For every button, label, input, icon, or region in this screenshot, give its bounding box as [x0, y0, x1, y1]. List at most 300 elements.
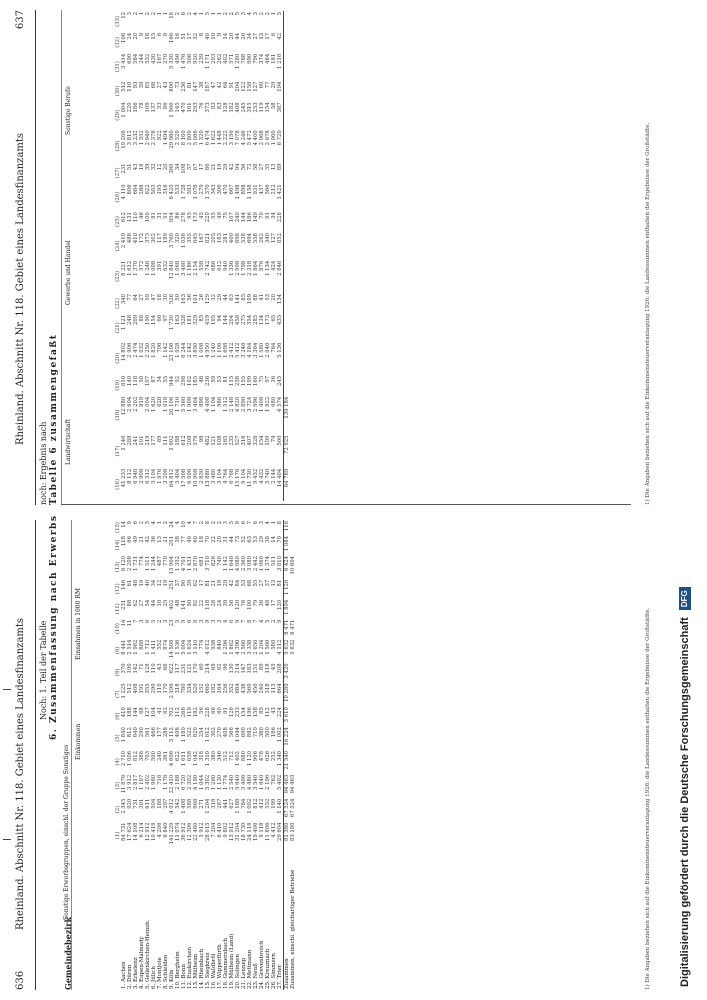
- table-cell: 2: [259, 12, 265, 16]
- row-label: 25. Kreuznach: [265, 948, 271, 989]
- table-cell: 1 186: [187, 260, 193, 276]
- table-cell: 90: [181, 579, 187, 587]
- table-cell: 92: [193, 599, 199, 607]
- table-cell: 301: [139, 798, 145, 809]
- table-cell: 1 246: [145, 260, 151, 276]
- table-cell: 920: [193, 53, 199, 64]
- table-cell: 53: [157, 102, 163, 110]
- table-cell: 1 336: [229, 260, 235, 276]
- table-cell: 5 302: [205, 774, 211, 790]
- table-cell: 2 208: [127, 555, 133, 572]
- table-cell: 64: [223, 81, 229, 89]
- table-cell: 4: [223, 619, 229, 624]
- row-label: 5. Geilenkirchen-Heinsb.: [145, 919, 151, 989]
- table-cell: 158: [253, 707, 259, 718]
- table-cell: 1 352: [175, 555, 181, 572]
- column-group-heading: Landwirtschaft: [65, 418, 72, 465]
- banner-text-box: [670, 0, 700, 995]
- table-cell: 29: [217, 294, 223, 301]
- table-cell: 297: [163, 798, 169, 809]
- table-cell: 898: [241, 184, 247, 195]
- table-cell: 87: [151, 375, 157, 383]
- table-cell: 3 364: [253, 342, 259, 358]
- table-cell: 3 912: [127, 774, 133, 790]
- table-cell: 128: [145, 663, 151, 674]
- table-cell: 898: [199, 396, 205, 407]
- table-cell: 1 076: [193, 184, 199, 200]
- table-cell: 119: [259, 102, 265, 113]
- table-cell: 2: [265, 12, 271, 16]
- table-cell: 31 204: [235, 822, 241, 842]
- table-cell: 20: [163, 163, 169, 171]
- grand-total-cell: [290, 662, 296, 682]
- table-cell: 22 410: [169, 774, 175, 794]
- table-cell: 188: [127, 707, 133, 718]
- table-cell: 3: [217, 619, 223, 624]
- table-cell: 812: [127, 727, 133, 738]
- column-number: (8): [115, 668, 121, 677]
- table-cell: 302: [151, 232, 157, 244]
- table-cell: 370: [121, 663, 127, 674]
- table-cell: 19 206: [121, 130, 127, 149]
- table-cell: 48: [265, 599, 271, 607]
- table-cell: 134: [259, 314, 265, 325]
- table-cell: 318: [199, 750, 205, 762]
- table-cell: 41: [259, 294, 265, 301]
- table-cell: 9 104: [241, 468, 247, 484]
- table-cell: 1 044: [235, 727, 241, 743]
- column-number: (30): [115, 85, 121, 97]
- row-label: 20. Solingen: [235, 954, 241, 989]
- total-cell: 21 540: [284, 750, 291, 774]
- grand-total-cell: [290, 535, 296, 555]
- table-cell: 17: [199, 579, 205, 587]
- row-label: 27. Trier: [277, 964, 283, 989]
- table-cell: 6 410: [217, 822, 223, 838]
- table-cell: 10 908: [193, 468, 199, 488]
- table-cell: 127: [253, 81, 259, 92]
- table-cell: 3 890: [193, 342, 199, 358]
- table-cell: 880: [241, 750, 247, 762]
- total-cell: [284, 342, 291, 375]
- table-cell: 38: [175, 536, 181, 543]
- table-cell: 11 876: [121, 774, 127, 794]
- table-cell: 55: [211, 212, 217, 219]
- table-cell: 640: [133, 727, 139, 738]
- table-cell: 56: [199, 707, 205, 714]
- table-cell: 2 250: [145, 342, 151, 358]
- table-cell: 438: [241, 683, 247, 694]
- table-cell: 173: [265, 314, 271, 325]
- table-cell: 128: [223, 102, 229, 113]
- table-cell: 1 862: [229, 639, 235, 655]
- table-cell: 4 574: [277, 396, 283, 412]
- table-cell: 316: [241, 435, 247, 446]
- row-label: 6. Jülich: [151, 966, 157, 989]
- table-cell: 470: [181, 102, 187, 113]
- table-cell: 1 494: [163, 130, 169, 146]
- column-number: (31): [115, 61, 121, 73]
- total-cell: [284, 232, 291, 260]
- table-cell: 3 414: [121, 53, 127, 69]
- table-cell: 1: [139, 12, 145, 16]
- table-cell: 76: [199, 102, 205, 110]
- table-cell: 1 142: [163, 342, 169, 358]
- table-cell: 2: [223, 12, 229, 16]
- table-cell: 14 508: [169, 639, 175, 659]
- total-cell: 72 925: [284, 434, 291, 467]
- column-number: (26): [115, 191, 121, 203]
- table-cell: 4: [259, 619, 265, 624]
- table-cell: 812: [133, 750, 139, 762]
- table-cell: 29: [223, 579, 229, 587]
- table-cell: 820: [193, 727, 199, 738]
- table-cell: 12 912: [145, 822, 151, 842]
- table-cell: 1 498: [235, 184, 241, 200]
- table-cell: 36: [259, 599, 265, 607]
- table-cell: 1 006: [127, 750, 133, 767]
- table-cell: 146: [121, 579, 127, 590]
- table-cell: 1 130: [217, 774, 223, 790]
- table-cell: 14: [223, 32, 229, 40]
- table-cell: 14: [121, 521, 127, 528]
- table-cell: 2 742: [205, 260, 211, 276]
- table-cell: 145: [175, 102, 181, 113]
- table-cell: 2 188: [175, 774, 181, 790]
- column-number: (19): [115, 379, 121, 391]
- table-cell: 141: [235, 294, 241, 305]
- table-cell: 9: [181, 619, 187, 624]
- table-cell: 571: [229, 53, 235, 64]
- table-cell: 214: [235, 663, 241, 674]
- table-cell: 774: [139, 555, 145, 567]
- table-cell: 645: [193, 232, 199, 244]
- table-cell: 3 104: [217, 468, 223, 484]
- table-cell: 764: [271, 342, 277, 353]
- table-cell: 408: [235, 102, 241, 113]
- table-cell: 117: [175, 663, 181, 674]
- table-cell: 852: [277, 232, 283, 244]
- table-cell: 108: [181, 163, 187, 174]
- table-rule: [61, 10, 62, 505]
- table-cell: 46: [139, 212, 145, 219]
- table-cell: 622: [145, 184, 151, 195]
- table-cell: 1 246: [121, 435, 127, 451]
- table-cell: 3: [241, 12, 247, 16]
- table-cell: 6 840: [163, 822, 169, 838]
- table-cell: 110: [157, 683, 163, 694]
- table-cell: 1 560: [265, 639, 271, 655]
- table-cell: 4: [193, 12, 199, 16]
- right-page-header: [15, 10, 31, 505]
- table-cell: 121: [187, 663, 193, 674]
- table-cell: 3: [163, 619, 169, 624]
- table-cell: 119: [187, 707, 193, 718]
- table-cell: 1 004: [121, 102, 127, 118]
- table-cell: 79: [253, 599, 259, 607]
- table-cell: 224: [277, 707, 283, 718]
- table-cell: 1 421: [277, 184, 283, 200]
- column-number: (33): [115, 16, 121, 27]
- table-cell: 1 798: [241, 260, 247, 276]
- column-number: (10): [115, 623, 121, 635]
- table-cell: 355: [145, 683, 151, 694]
- table-cell: 48: [175, 599, 181, 607]
- table-cell: 11: [127, 619, 133, 627]
- table-cell: 1 730: [169, 314, 175, 331]
- table-cell: 40: [145, 579, 151, 587]
- table-cell: 1 908: [187, 396, 193, 412]
- table-cell: 14 802: [121, 342, 127, 362]
- table-cell: 42: [145, 536, 151, 543]
- table-cell: 522: [187, 727, 193, 738]
- table-cell: 1 032: [139, 342, 145, 358]
- table-cell: 373: [145, 232, 151, 244]
- table-cell: 73: [235, 536, 241, 543]
- row-label: 3. Erkelenz: [133, 957, 139, 989]
- table-cell: 2 154: [193, 260, 199, 276]
- column-number: (22): [115, 298, 121, 309]
- table-cell: 920: [127, 798, 133, 809]
- table-cell: 64: [133, 294, 139, 301]
- table-cell: 83: [217, 102, 223, 110]
- table-cell: 231: [121, 599, 127, 610]
- table-cell: 9 432: [253, 468, 259, 484]
- table-cell: 3: [139, 619, 145, 624]
- grand-total-cell: 67 524: [290, 798, 296, 818]
- table-cell: 2 202: [133, 396, 139, 412]
- total-cell: 5 632: [284, 639, 291, 663]
- table-cell: 1 511: [145, 555, 151, 572]
- table-cell: 424: [271, 260, 277, 271]
- table-cell: 5 740: [265, 468, 271, 484]
- table-cell: 1 107: [139, 774, 145, 790]
- table-cell: 1 370: [133, 260, 139, 276]
- table-cell: 161: [187, 102, 193, 113]
- row-label: 22. Mettmann: [247, 949, 253, 989]
- table-cell: 105: [211, 314, 217, 325]
- table-cell: 374: [259, 53, 265, 64]
- table-cell: 5 472: [247, 130, 253, 146]
- table-cell: 1 106: [217, 342, 223, 358]
- table-cell: 110: [151, 663, 157, 674]
- table-cell: 4: [247, 12, 253, 16]
- table-cell: 60: [259, 81, 265, 89]
- table-cell: 9: [139, 32, 145, 37]
- table-cell: 1 225: [121, 683, 127, 699]
- table-cell: 270: [217, 727, 223, 738]
- column-number: (23): [115, 270, 121, 282]
- table-cell: 391: [157, 260, 163, 271]
- table-cell: 81: [205, 579, 211, 587]
- table-cell: 1 158: [247, 184, 253, 200]
- table-cell: 796: [253, 53, 259, 64]
- grand-total-cell: [290, 520, 296, 535]
- table-cell: 9: [127, 521, 133, 525]
- table-cell: 5 104: [151, 468, 157, 484]
- data-table: [115, 11, 290, 501]
- table-cell: 63: [247, 536, 253, 543]
- table-cell: 64 812: [169, 468, 175, 488]
- table-cell: 187: [205, 81, 211, 92]
- table-cell: 590: [151, 750, 157, 762]
- table-cell: 92: [175, 375, 181, 383]
- table-cell: 228: [205, 707, 211, 718]
- table-cell: 220: [127, 102, 133, 113]
- table-cell: 3 338: [247, 639, 253, 655]
- table-cell: 15: [151, 32, 157, 40]
- table-cell: 528: [181, 314, 187, 325]
- table-cell: 3: [199, 619, 205, 624]
- total-cell: [284, 211, 291, 232]
- table-cell: 53: [253, 536, 259, 543]
- table-cell: 120: [277, 599, 283, 610]
- table-cell: 96: [223, 663, 229, 671]
- table-cell: 6: [133, 521, 139, 525]
- row-label: 10. Bergheim: [175, 951, 181, 989]
- table-cell: 2 360: [241, 555, 247, 572]
- table-cell: 561: [145, 727, 151, 738]
- table-cell: 189: [163, 232, 169, 244]
- table-cell: 2: [271, 619, 277, 624]
- table-cell: 408: [133, 683, 139, 694]
- table-cell: 2: [187, 12, 193, 16]
- table-cell: 118: [121, 536, 127, 547]
- table-cell: 27: [139, 294, 145, 301]
- table-cell: 968: [193, 798, 199, 809]
- total-cell: [284, 162, 291, 183]
- table-cell: 163: [175, 314, 181, 325]
- table-cell: 51: [181, 32, 187, 40]
- total-cell: 139 184: [284, 396, 291, 435]
- table-cell: 19: [217, 163, 223, 171]
- table-cell: 39: [145, 163, 151, 171]
- table-cell: 32: [211, 294, 217, 301]
- table-cell: 91: [223, 707, 229, 714]
- table-cell: 75: [259, 375, 265, 383]
- table-cell: 122: [241, 81, 247, 92]
- table-cell: 29: [259, 536, 265, 543]
- table-cell: 183: [217, 232, 223, 244]
- table-cell: 3 246: [241, 342, 247, 358]
- table-cell: 410: [133, 232, 139, 244]
- table-cell: 160: [253, 375, 259, 387]
- table-cell: 316: [163, 184, 169, 195]
- table-cell: 1: [211, 12, 217, 16]
- table-cell: 4: [265, 521, 271, 525]
- table-cell: 306: [217, 184, 223, 195]
- table-cell: 2: [229, 12, 235, 16]
- table-cell: 660: [205, 683, 211, 694]
- table-cell: 610: [121, 375, 127, 387]
- table-cell: 252: [271, 750, 277, 762]
- table-cell: 9: [277, 619, 283, 624]
- table-cell: 29: [271, 81, 277, 89]
- table-cell: 710: [253, 727, 259, 738]
- table-cell: 36: [271, 375, 277, 383]
- table-cell: 611: [145, 798, 151, 809]
- table-cell: 22: [211, 536, 217, 543]
- table-cell: 1 560: [169, 102, 175, 118]
- table-cell: 94: [235, 163, 241, 171]
- table-cell: 470: [223, 184, 229, 195]
- table-cell: 4 764: [223, 468, 229, 484]
- table-cell: 3 540: [253, 774, 259, 790]
- total-cell: [284, 32, 291, 53]
- table-cell: 706: [157, 342, 163, 353]
- table-cell: 503: [151, 184, 157, 195]
- table-cell: 25: [163, 599, 169, 607]
- total-cell: 8 471: [284, 619, 291, 639]
- table-cell: 1 320: [199, 130, 205, 146]
- table-cell: 281: [223, 232, 229, 244]
- table-cell: 24: [127, 32, 133, 40]
- table-cell: 1 620: [151, 396, 157, 412]
- table-cell: 380: [211, 750, 217, 762]
- table-cell: 533: [175, 184, 181, 195]
- total-cell: 1 804: [284, 599, 291, 619]
- table-cell: 37: [265, 579, 271, 587]
- row-label: 11. Bonn: [181, 964, 187, 989]
- table-cell: 768: [241, 53, 247, 64]
- total-cell: 116: [284, 520, 291, 535]
- total-cell: 16 224: [284, 726, 291, 750]
- table-cell: 1 864: [253, 260, 259, 276]
- column-number: (12): [115, 583, 121, 595]
- table-cell: 6 214: [139, 822, 145, 838]
- dfg-logo: DFG: [679, 587, 691, 610]
- table-cell: 1 171: [205, 53, 211, 69]
- table-cell: 6: [271, 32, 277, 37]
- table-cell: 931: [253, 184, 259, 195]
- table-cell: 101: [193, 294, 199, 305]
- table-cell: 4 012: [169, 798, 175, 814]
- table-cell: 408: [223, 727, 229, 738]
- table-cell: 20: [217, 536, 223, 543]
- table-cell: 68: [139, 707, 145, 714]
- table-cell: 2 710: [121, 750, 127, 767]
- total-cell: 3 420: [284, 662, 291, 682]
- table-cell: 85: [259, 707, 265, 714]
- table-cell: 17: [199, 163, 205, 171]
- table-cell: 5 004: [181, 639, 187, 655]
- table-cell: 1 142: [223, 555, 229, 572]
- table-cell: 88: [127, 599, 133, 607]
- table-cell: 144: [241, 212, 247, 223]
- table-cell: 7: [133, 619, 139, 624]
- table-cell: 182: [229, 102, 235, 113]
- table-cell: 1 611: [181, 750, 187, 767]
- table-cell: 2 196: [265, 774, 271, 790]
- table-cell: 612: [181, 435, 187, 446]
- table-cell: 63: [229, 294, 235, 301]
- grand-total-cell: 94 463: [290, 774, 296, 794]
- header-rule: [35, 10, 36, 505]
- table-cell: 3 208: [163, 468, 169, 484]
- table-cell: 34: [247, 32, 253, 40]
- table-cell: 235: [229, 435, 235, 446]
- table-cell: 2: [145, 12, 151, 16]
- column-group-heading: Einnahmen in 1000 RM: [75, 587, 82, 660]
- table-cell: 774: [199, 639, 205, 650]
- table-cell: 1 002: [247, 798, 253, 814]
- table-cell: 48: [199, 375, 205, 383]
- table-cell: 194: [277, 81, 283, 92]
- table-cell: 151: [253, 663, 259, 674]
- table-cell: 39: [139, 81, 145, 89]
- table-cell: 681: [199, 555, 205, 567]
- row-label: 24. Grevenbroich: [259, 940, 265, 989]
